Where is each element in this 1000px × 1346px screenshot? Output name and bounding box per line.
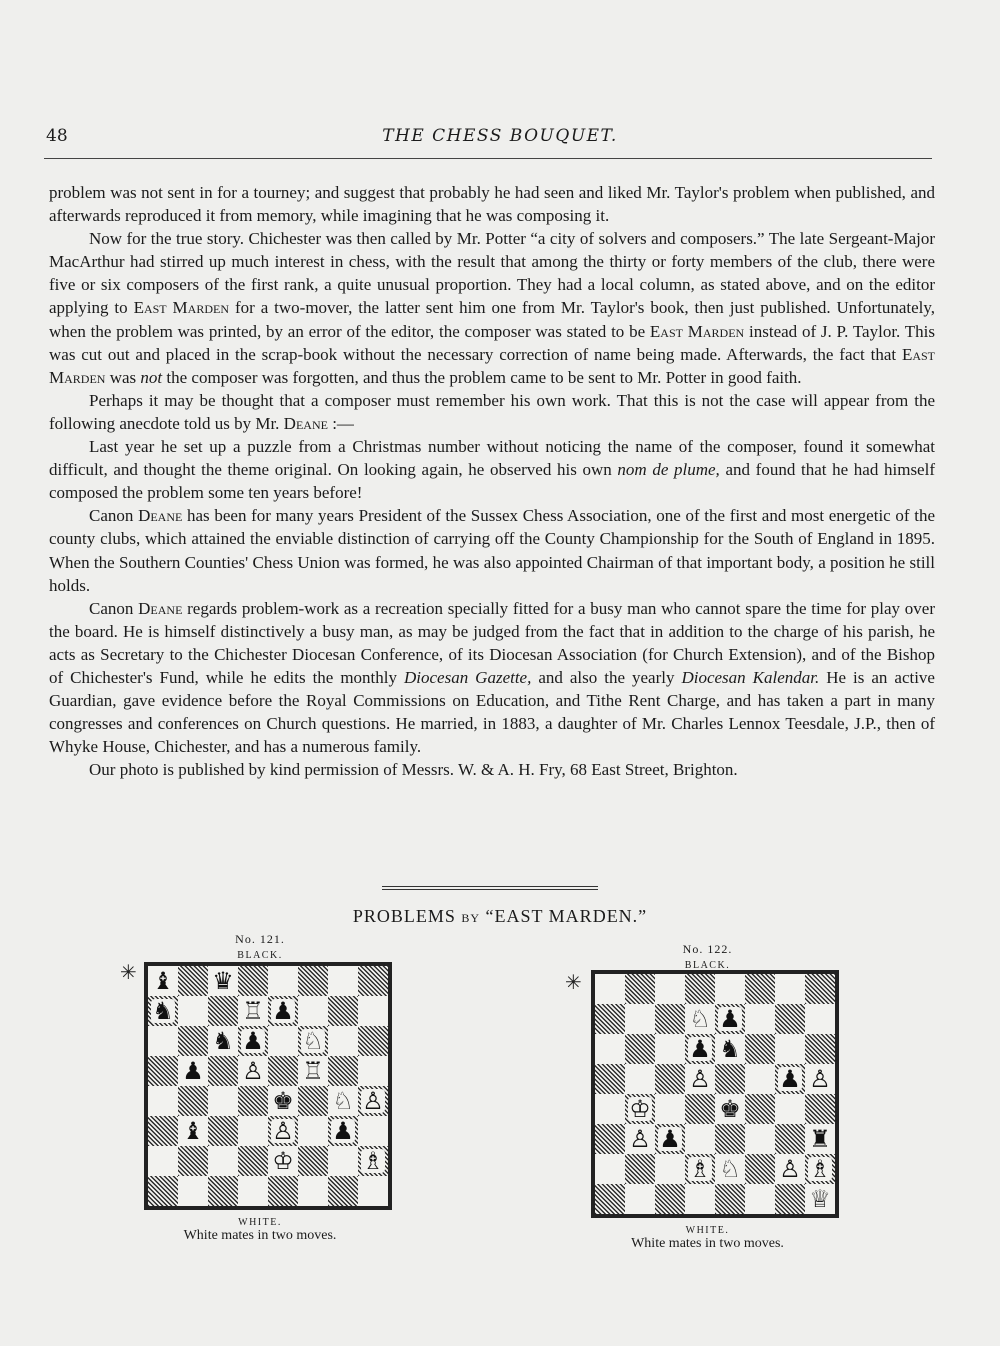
board-square <box>358 1086 388 1116</box>
page-number: 48 <box>46 126 68 146</box>
board-square <box>238 1056 268 1086</box>
board-square <box>595 1184 625 1214</box>
board-square <box>775 974 805 1004</box>
board-square <box>178 966 208 996</box>
board-square <box>328 1026 358 1056</box>
problem-caption: White mates in two moves. <box>183 1228 337 1243</box>
board-square <box>745 1094 775 1124</box>
white-pawn-icon: ♙ <box>242 1057 264 1085</box>
white-pawn-icon: ♙ <box>629 1125 651 1153</box>
board-square <box>148 966 178 996</box>
running-head: THE CHESS BOUQUET. <box>382 126 618 146</box>
white-bishop-icon: ♗ <box>362 1147 384 1175</box>
board-square <box>625 1034 655 1064</box>
board-square <box>208 996 238 1026</box>
white-pawn-icon: ♙ <box>689 1065 711 1093</box>
black-pawn-icon: ♟ <box>659 1125 681 1153</box>
board-square <box>805 1004 835 1034</box>
board-square <box>685 1184 715 1214</box>
board-square <box>595 1004 625 1034</box>
board-square <box>328 1146 358 1176</box>
board-square <box>328 1056 358 1086</box>
board-square <box>745 1124 775 1154</box>
board-square <box>715 1064 745 1094</box>
board-square <box>595 974 625 1004</box>
eight-pointed-star-icon: ✳ <box>120 960 137 984</box>
board-square <box>328 966 358 996</box>
board-square <box>268 1146 298 1176</box>
board-square <box>625 1184 655 1214</box>
white-queen-icon: ♕ <box>809 1185 831 1213</box>
board-square <box>328 1176 358 1206</box>
board-square <box>298 1116 328 1146</box>
black-pawn-icon: ♟ <box>689 1035 711 1063</box>
board-square <box>358 1116 388 1146</box>
board-square <box>715 1004 745 1034</box>
paragraph: Perhaps it may be thought that a composer must remember his own work. That this is not the case will appear from the following anecdote told us by Mr. Deane :— <box>49 390 935 433</box>
board-square <box>805 1124 835 1154</box>
board-square <box>715 1124 745 1154</box>
board-square <box>655 1184 685 1214</box>
board-square <box>268 996 298 1026</box>
board-square <box>775 1124 805 1154</box>
board-square <box>208 1116 238 1146</box>
board-square <box>745 1154 775 1184</box>
board-square <box>268 966 298 996</box>
board-square <box>715 1094 745 1124</box>
board-square <box>655 974 685 1004</box>
white-knight-icon: ♘ <box>302 1027 324 1055</box>
black-label: BLACK. <box>237 950 283 961</box>
board-square <box>685 974 715 1004</box>
board-square <box>358 966 388 996</box>
board-square <box>655 1094 685 1124</box>
paragraph: Last year he set up a puzzle from a Christmas number without noticing the name of the composer, found it somewhat difficult, and thought the theme original. On looking again, he observed his own nom de plume, and found that he had himself composed the problem some ten years before! <box>49 437 935 503</box>
board-square <box>685 1034 715 1064</box>
board-square <box>358 1056 388 1086</box>
white-bishop-icon: ♗ <box>809 1155 831 1183</box>
white-knight-icon: ♘ <box>332 1087 354 1115</box>
white-bishop-icon: ♗ <box>689 1155 711 1183</box>
board-square <box>328 1116 358 1146</box>
board-square <box>715 1034 745 1064</box>
white-king-icon: ♔ <box>272 1147 294 1175</box>
board-square <box>358 1146 388 1176</box>
board-square <box>268 1026 298 1056</box>
board-square <box>655 1034 685 1064</box>
board-square <box>238 1026 268 1056</box>
white-pawn-icon: ♙ <box>362 1087 384 1115</box>
board-square <box>595 1154 625 1184</box>
problem-number: No. 122. <box>682 942 733 956</box>
board-square <box>328 996 358 1026</box>
black-label: BLACK. <box>684 960 731 971</box>
head-rule <box>44 158 932 159</box>
board-square <box>268 1086 298 1116</box>
board-square <box>625 1154 655 1184</box>
white-rook-icon: ♖ <box>242 997 264 1025</box>
black-pawn-icon: ♟ <box>332 1117 354 1145</box>
board-square <box>685 1124 715 1154</box>
eight-pointed-star-icon: ✳ <box>565 970 582 994</box>
black-pawn-icon: ♟ <box>182 1057 204 1085</box>
board-square <box>148 1116 178 1146</box>
problem-number: No. 121. <box>235 932 285 946</box>
black-knight-icon: ♞ <box>212 1027 234 1055</box>
board-square <box>595 1034 625 1064</box>
board-square <box>208 1056 238 1086</box>
section-rule <box>382 886 598 890</box>
black-pawn-icon: ♟ <box>719 1005 741 1033</box>
board-square <box>685 1004 715 1034</box>
board-square <box>298 966 328 996</box>
board-square <box>595 1094 625 1124</box>
board-square <box>238 1146 268 1176</box>
board-square <box>775 1184 805 1214</box>
board-square <box>805 1154 835 1184</box>
board-square <box>298 1086 328 1116</box>
black-rook-icon: ♜ <box>809 1125 831 1153</box>
board-square <box>358 1176 388 1206</box>
board-square <box>178 1026 208 1056</box>
black-bishop-icon: ♝ <box>182 1117 204 1145</box>
board-square <box>358 996 388 1026</box>
board-square <box>715 974 745 1004</box>
board-square <box>775 1034 805 1064</box>
board-square <box>625 1004 655 1034</box>
board-square <box>238 996 268 1026</box>
problem-diagram-121 <box>120 928 400 1248</box>
board-square <box>178 1176 208 1206</box>
white-king-icon: ♔ <box>629 1095 651 1123</box>
board-square <box>655 1004 685 1034</box>
board-square <box>148 1176 178 1206</box>
board-square <box>595 1124 625 1154</box>
board-square <box>715 1184 745 1214</box>
board-square <box>655 1154 685 1184</box>
board-square <box>775 1004 805 1034</box>
white-pawn-icon: ♙ <box>809 1065 831 1093</box>
board-square <box>655 1124 685 1154</box>
white-knight-icon: ♘ <box>689 1005 711 1033</box>
article-body <box>49 181 935 781</box>
board-square <box>745 1184 775 1214</box>
board-square <box>595 1064 625 1094</box>
problems-heading: PROBLEMS BY “EAST MARDEN.” <box>352 906 648 926</box>
board-square <box>148 996 178 1026</box>
white-pawn-icon: ♙ <box>272 1117 294 1145</box>
paragraph: Canon Deane regards problem-work as a recreation specially fitted for a busy man who cannot spare the time for play over the board. He is himself distinctively a busy man, as may be judged from the fact that in addition to the charge of his parish, he acts as Secretary to the Chichester Diocesan Conference, of its Diocesan Association (for Church Extension), and of the Bishop of Chichester's Fund, while he edits the monthly Diocesan Gazette, and also the yearly Diocesan Kalendar. He is an active Guardian, gave evidence before the Royal Commissions on Education, and Tithe Rent Charge, and has taken a part in many congresses and conferences on Church questions. He married, in 1883, a daughter of Mr. Charles Lennox Teesdale, J.P., then of Whyke House, Chichester, and has a numerous family. <box>49 598 935 757</box>
black-knight-icon: ♞ <box>152 997 174 1025</box>
board-square <box>298 996 328 1026</box>
black-pawn-icon: ♟ <box>242 1027 264 1055</box>
board-square <box>148 1086 178 1116</box>
board-square <box>745 1064 775 1094</box>
board-square <box>685 1154 715 1184</box>
paragraph: Canon Deane has been for many years President of the Sussex Chess Association, one of the first and most energetic of the county clubs, which attained the enviable distinction of carrying off the County Championship for the South of England in 1895. When the Southern Counties' Chess Union was formed, he was also appointed Chairman of that important body, a position he still holds. <box>49 506 935 595</box>
black-pawn-icon: ♟ <box>272 997 294 1025</box>
board-square <box>238 966 268 996</box>
problem-caption: White mates in two moves. <box>631 1236 784 1251</box>
white-knight-icon: ♘ <box>719 1155 741 1183</box>
board-square <box>775 1154 805 1184</box>
board-square <box>268 1056 298 1086</box>
board-square <box>208 966 238 996</box>
white-label: WHITE. <box>238 1217 282 1228</box>
board-square <box>238 1116 268 1146</box>
chess-board <box>592 971 838 1217</box>
board-square <box>805 1034 835 1064</box>
board-square <box>238 1176 268 1206</box>
board-square <box>178 1116 208 1146</box>
board-square <box>805 1094 835 1124</box>
board-square <box>268 1176 298 1206</box>
board-square <box>805 974 835 1004</box>
black-king-icon: ♚ <box>719 1095 741 1123</box>
board-square <box>358 1026 388 1056</box>
board-square <box>208 1026 238 1056</box>
board-square <box>148 1026 178 1056</box>
board-square <box>178 1146 208 1176</box>
board-square <box>268 1116 298 1146</box>
white-rook-icon: ♖ <box>302 1057 324 1085</box>
board-square <box>685 1094 715 1124</box>
white-label: WHITE. <box>685 1225 730 1236</box>
board-square <box>208 1176 238 1206</box>
board-square <box>685 1064 715 1094</box>
problem-diagram-122 <box>565 938 850 1258</box>
board-square <box>298 1026 328 1056</box>
chess-board <box>145 963 391 1209</box>
board-square <box>148 1056 178 1086</box>
board-square <box>805 1184 835 1214</box>
board-square <box>655 1064 685 1094</box>
board-square <box>178 1056 208 1086</box>
paragraph: Now for the true story. Chichester was then called by Mr. Potter “a city of solvers and composers.” The late Sergeant-Major MacArthur had stirred up much interest in chess, with the result that among the thirty or forty members of the club, there were five or six composers of the first rank, a quite unusual proportion. They had a local column, as stated above, and on the editor applying to East Marden for a two-mover, the latter sent him one from Mr. Taylor's book, then just published. Unfortunately, when the problem was printed, by an error of the editor, the composer was stated to be East Marden instead of J. P. Taylor. This was cut out and placed in the scrap-book without the necessary correction of name being made. Afterwards, the fact that East Marden was not the composer was forgotten, and thus the problem came to be sent to Mr. Potter in good faith. <box>49 229 936 387</box>
black-bishop-icon: ♝ <box>152 967 174 995</box>
board-square <box>625 1094 655 1124</box>
board-square <box>298 1146 328 1176</box>
paragraph: Our photo is published by kind permission of Messrs. W. & A. H. Fry, 68 East Street, Brighton. <box>89 760 738 780</box>
board-square <box>328 1086 358 1116</box>
black-knight-icon: ♞ <box>719 1035 741 1063</box>
board-square <box>715 1154 745 1184</box>
board-square <box>238 1086 268 1116</box>
board-square <box>625 1124 655 1154</box>
board-square <box>208 1146 238 1176</box>
board-square <box>745 1004 775 1034</box>
board-square <box>775 1064 805 1094</box>
black-king-icon: ♚ <box>272 1087 294 1115</box>
board-square <box>298 1056 328 1086</box>
black-queen-icon: ♛ <box>212 967 234 995</box>
board-square <box>208 1086 238 1116</box>
board-square <box>745 1034 775 1064</box>
board-square <box>148 1146 178 1176</box>
paragraph: problem was not sent in for a tourney; and suggest that probably he had seen and liked Mr. Taylor's problem when published, and afterwards reproduced it from memory, while imagining that he was composing it. <box>49 183 935 226</box>
board-square <box>625 974 655 1004</box>
board-square <box>178 996 208 1026</box>
board-square <box>178 1086 208 1116</box>
board-square <box>775 1094 805 1124</box>
board-square <box>745 974 775 1004</box>
board-square <box>298 1176 328 1206</box>
black-pawn-icon: ♟ <box>779 1065 801 1093</box>
board-square <box>625 1064 655 1094</box>
board-square <box>805 1064 835 1094</box>
white-pawn-icon: ♙ <box>779 1155 801 1183</box>
